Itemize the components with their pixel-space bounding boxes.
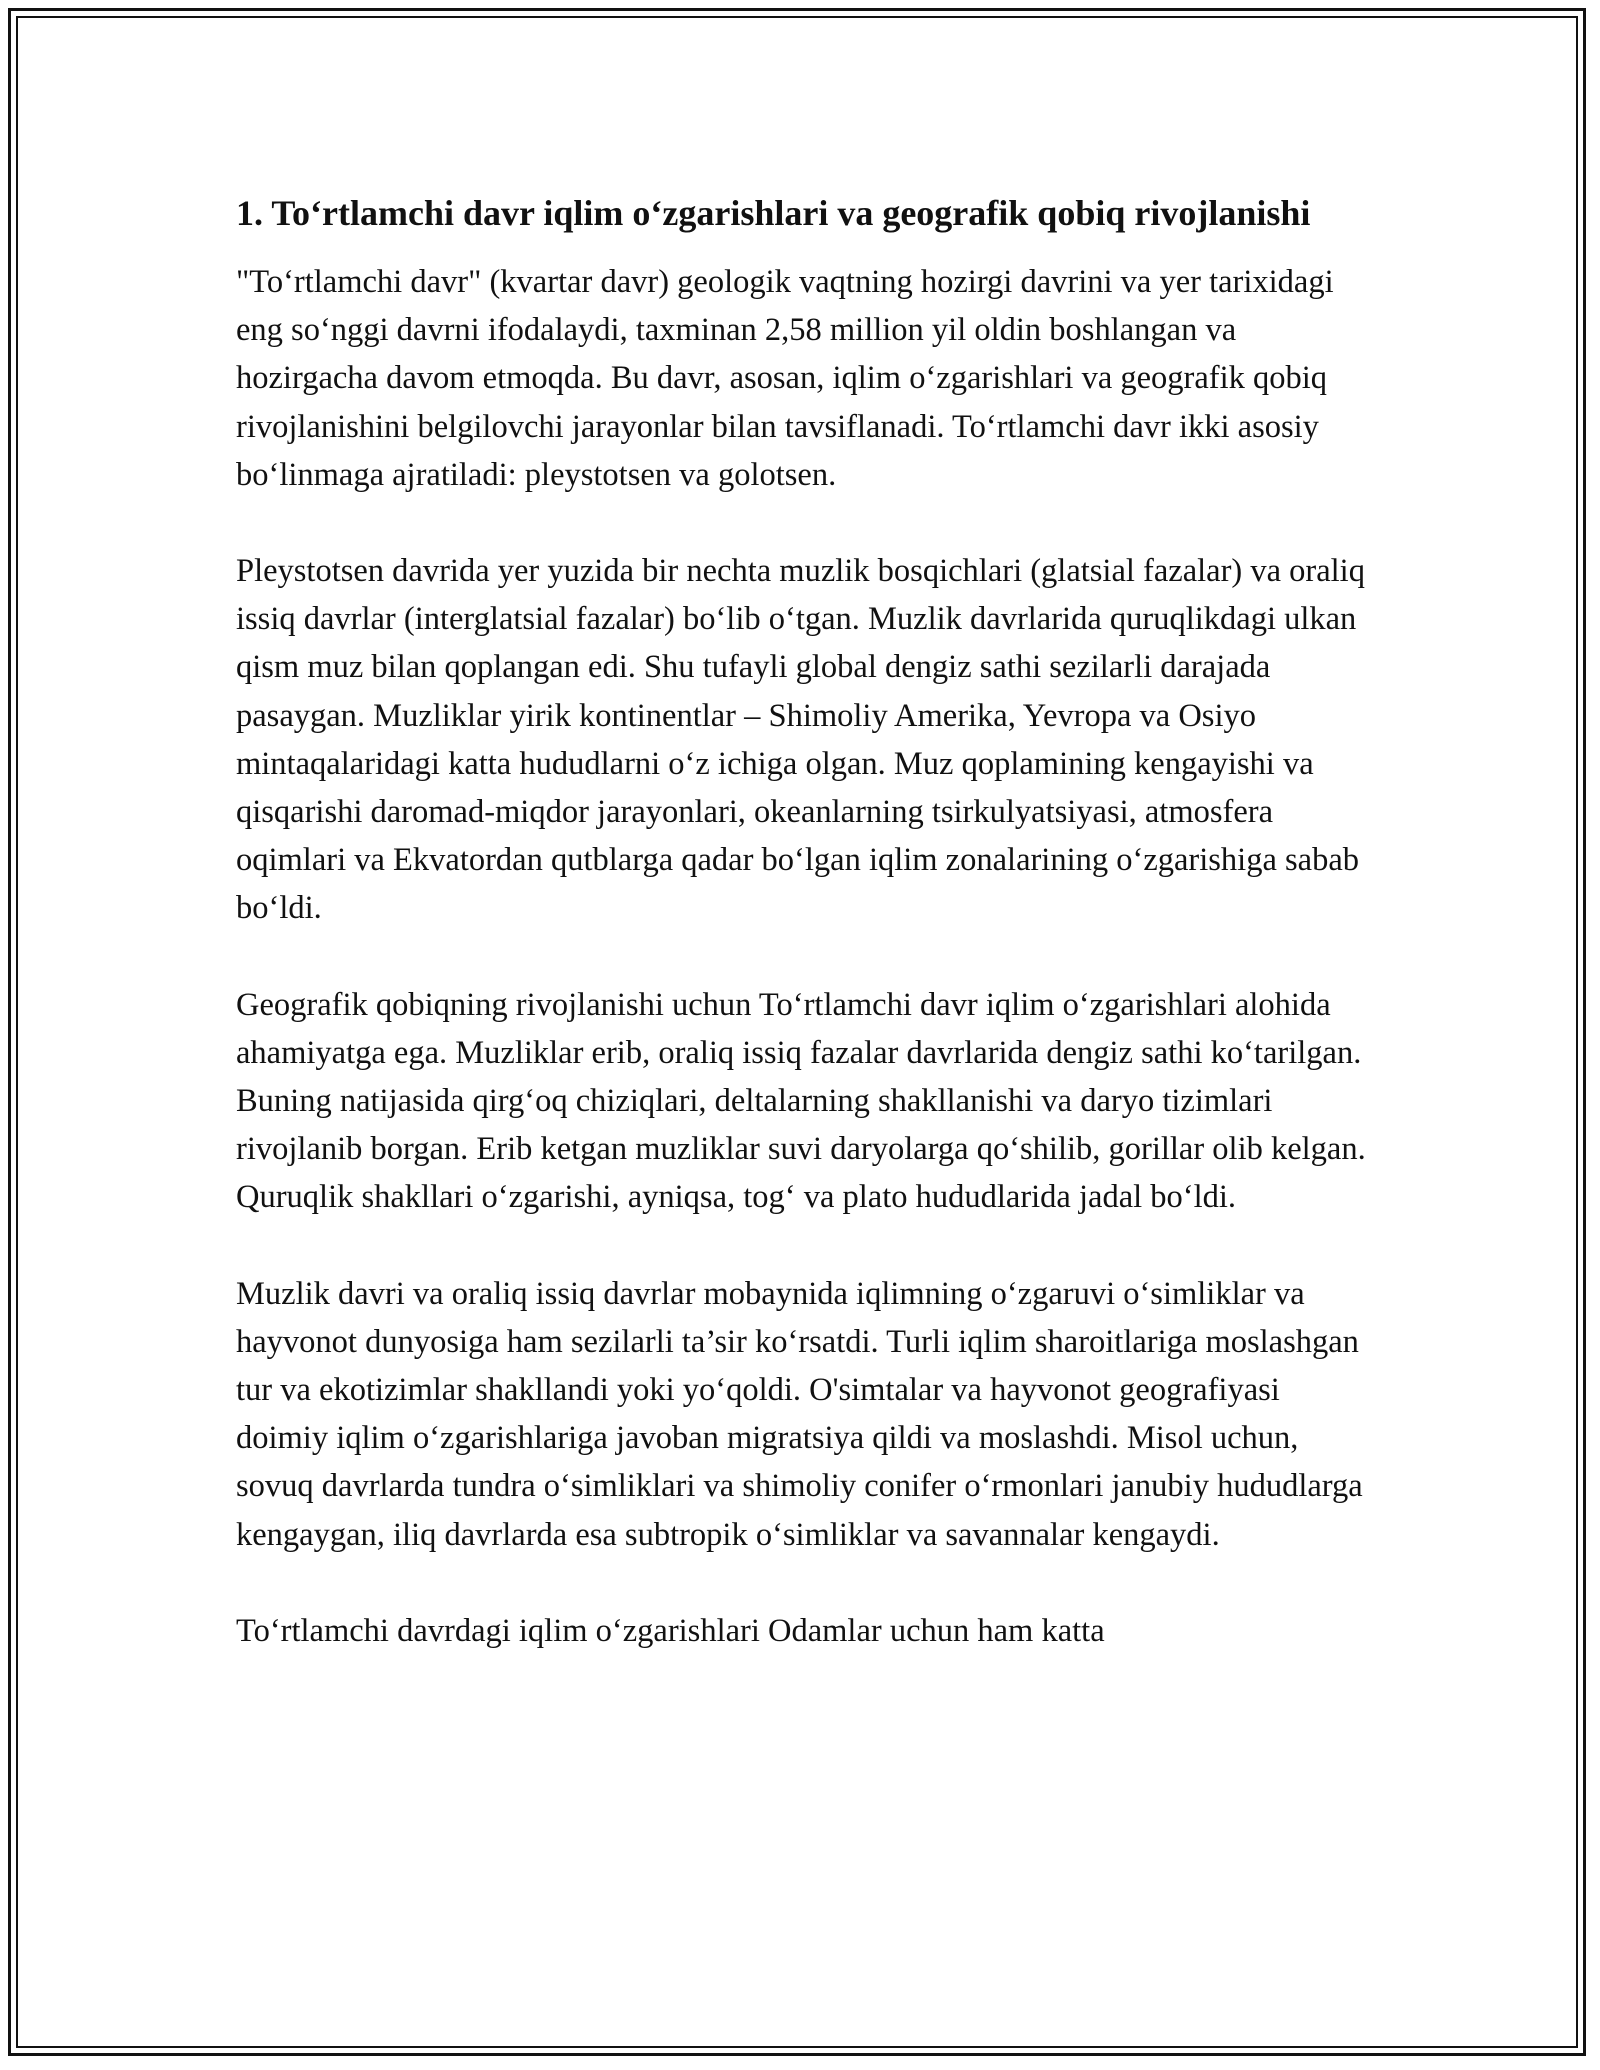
paragraph-intro: "To‘rtlamchi davr" (kvartar davr) geologik vaqtning hozirgi davrini va yer tarixidagi eng so‘nggi davrni ifodalaydi, taxminan 2,58 million yil oldin boshlangan va hozirgacha davom etmoqda. Bu davr, asosan, iqlim o‘zgarishlari va geografik qobiq rivojlanishini belgilovchi jarayonlar bilan tavsiflanadi. To‘rtlamchi davr ikki asosiy bo‘linmaga ajratiladi: pleystotsen va golotsen. bbox=[236, 264, 1334, 493]
paragraph-flora-fauna: Muzlik davri va oraliq issiq davrlar mobaynida iqlimning o‘zgaruvi o‘simliklar va hayvonot dunyosiga ham sezilarli ta’sir ko‘rsatdi. Turli iqlim sharoitlariga moslashgan tur va ekotizimlar shakllandi yoki yo‘qoldi. O'simtalar va hayvonot geografiyasi doimiy iqlim o‘zgarishlariga javoban migratsiya qildi va moslashdi. Misol uchun, sovuq davrlarda tundra o‘simliklari va shimoliy conifer o‘rmonlari janubiy hududlarga kengaygan, iliq davrlarda esa subtropik o‘simliklar va savannalar kengaydi. bbox=[236, 1275, 1363, 1553]
paragraph-geographic-shell: Geografik qobiqning rivojlanishi uchun To‘rtlamchi davr iqlim o‘zgarishlari alohida ahamiyatga ega. Muzliklar erib, oraliq issiq fazalar davrlarida dengiz sathi ko‘tarilgan. Buning natijasida qirg‘oq chiziqlari, deltalarning shakllanishi va daryo tizimlari rivojlanib borgan. Erib ketgan muzliklar suvi daryolarga qo‘shilib, gorillar olib kelgan. Quruqlik shakllari o‘zgarishi, ayniqsa, tog‘ va plato hududlarida jadal bo‘ldi. bbox=[236, 986, 1366, 1216]
section-heading: 1. To‘rtlamchi davr iqlim o‘zgarishlari va geografik qobiq rivojlanishi bbox=[236, 193, 1311, 233]
paragraph-pleistocene: Pleystotsen davrida yer yuzida bir nechta muzlik bosqichlari (glatsial fazalar) va oraliq issiq davrlar (interglatsial fazalar) bo‘lib o‘tgan. Muzlik davrlarida quruqlikdagi ulkan qism muz bilan qoplangan edi. Shu tufayli global dengiz sathi sezilarli darajada pasaygan. Muzliklar yirik kontinentlar – Shimoliy Amerika, Yevropa va Osiyo mintaqalaridagi katta hududlarni o‘z ichiga olgan. Muz qoplamining kengayishi va qisqarishi daromad-miqdor jarayonlari, okeanlarning tsirkulyatsiyasi, atmosfera oqimlari va Ekvatordan qutblarga qadar bo‘lgan iqlim zonalarining o‘zgarishiga sabab bo‘ldi. bbox=[236, 553, 1365, 927]
paragraph-humans: To‘rtlamchi davrdagi iqlim o‘zgarishlari Odamlar uchun ham katta bbox=[236, 1612, 1105, 1649]
document-body bbox=[236, 186, 1366, 1703]
